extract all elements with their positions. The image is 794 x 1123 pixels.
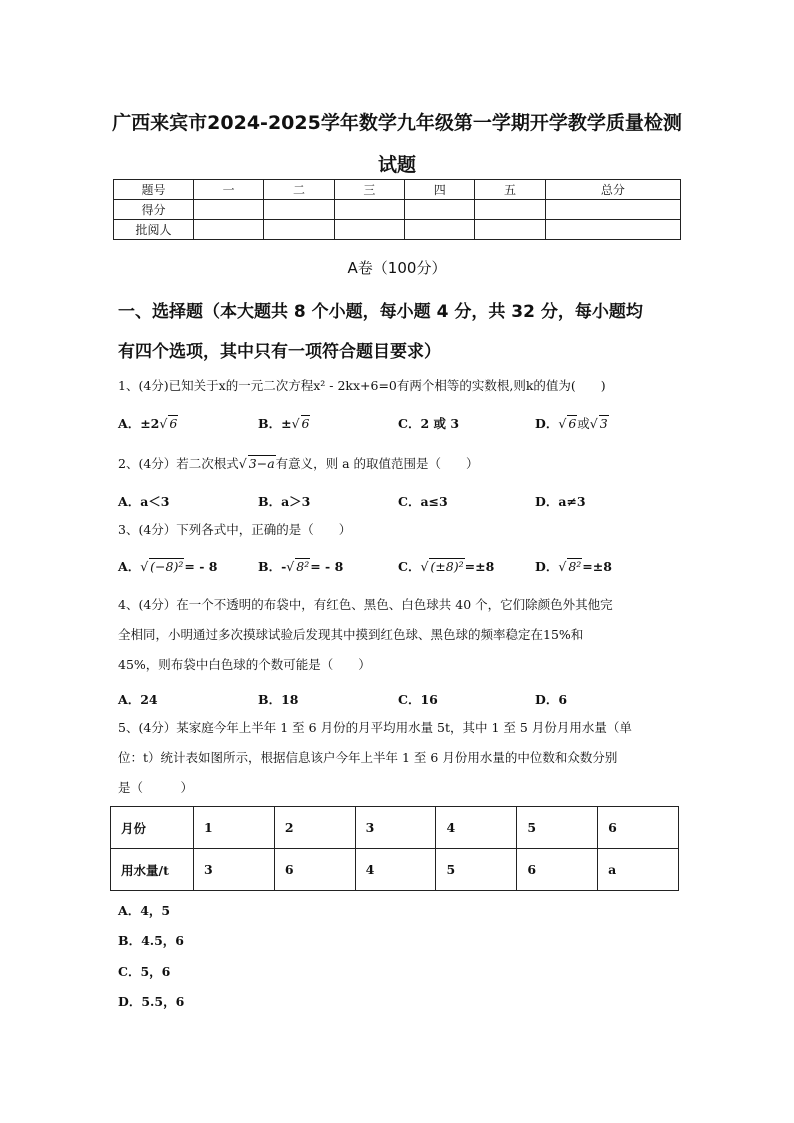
question-1-option-b bbox=[258, 414, 310, 432]
radicand: 6 bbox=[568, 416, 577, 431]
question-1-stem: 1、(4分)已知关于x的一元二次方程x² - 2kx+6=0有两个相等的实数根,则k的值为( ) bbox=[118, 378, 606, 393]
stem-text: 2、(4分）若二次根式 bbox=[118, 456, 239, 471]
radical-sign: √ bbox=[589, 416, 598, 431]
radical-sign: √ bbox=[238, 456, 247, 471]
radicand: (±8)² bbox=[430, 559, 464, 574]
radicand: 3−a bbox=[248, 456, 275, 471]
question-5-option-d: D．5.5，6 bbox=[118, 994, 185, 1009]
score-cell bbox=[545, 220, 680, 240]
water-table-cell: 6 bbox=[598, 807, 679, 849]
question-2-option-b: B．a＞3 bbox=[258, 494, 311, 509]
water-table-cell: 月份 bbox=[111, 807, 194, 849]
question-4-stem: 4、(4分）在一个不透明的布袋中，有红色、黑色、白色球共 40 个，它们除颜色外其他完 bbox=[118, 597, 613, 612]
score-table-row bbox=[114, 200, 681, 220]
option-letter: C． bbox=[398, 416, 421, 431]
score-header-cell: 二 bbox=[264, 180, 334, 200]
question-3-option-b bbox=[258, 557, 343, 575]
question-2-option-a: A．a＜3 bbox=[118, 494, 170, 509]
radicand: 6 bbox=[301, 416, 310, 431]
exam-title: 广西来宾市2024-2025学年数学九年级第一学期开学教学质量检测 bbox=[112, 112, 682, 134]
water-table-cell: 2 bbox=[274, 807, 355, 849]
question-2-option-d: D．a≠3 bbox=[535, 494, 586, 509]
question-5-stem-continued: 是（ ） bbox=[118, 780, 194, 795]
score-header-cell: 五 bbox=[475, 180, 545, 200]
water-table-cell: a bbox=[598, 849, 679, 891]
question-4-stem-continued: 45%，则布袋中白色球的个数可能是（ ） bbox=[118, 657, 371, 672]
water-table-cell: 4 bbox=[355, 849, 436, 891]
radicand: 8² bbox=[568, 559, 582, 574]
radicand: 8² bbox=[296, 559, 310, 574]
score-table-header-row bbox=[114, 180, 681, 200]
score-header-cell: 三 bbox=[334, 180, 404, 200]
section-heading: 一、选择题（本大题共 8 个小题，每小题 4 分，共 32 分，每小题均 bbox=[118, 302, 643, 322]
option-text: - bbox=[281, 559, 287, 574]
score-table-row bbox=[114, 220, 681, 240]
water-table-cell: 3 bbox=[194, 849, 275, 891]
radicand: (−8)² bbox=[150, 559, 184, 574]
score-cell bbox=[194, 200, 264, 220]
option-letter: C． bbox=[398, 559, 421, 574]
water-table-cell: 3 bbox=[355, 807, 436, 849]
score-row-label: 得分 bbox=[114, 200, 194, 220]
question-5-option-a: A．4，5 bbox=[118, 903, 171, 918]
score-header-cell: 一 bbox=[194, 180, 264, 200]
score-cell bbox=[334, 200, 404, 220]
radical-sign: √ bbox=[420, 559, 429, 574]
option-letter: D． bbox=[535, 559, 559, 574]
option-text: =±8 bbox=[464, 559, 495, 574]
stem-text: 有意义，则 a 的取值范围是（ ） bbox=[275, 456, 479, 471]
score-cell bbox=[264, 200, 334, 220]
water-table-cell: 4 bbox=[436, 807, 517, 849]
option-text: = - 8 bbox=[310, 559, 344, 574]
radical-sign: √ bbox=[159, 416, 168, 431]
score-cell bbox=[545, 200, 680, 220]
question-1-option-a bbox=[118, 414, 178, 432]
question-4-option-c: C．16 bbox=[398, 692, 438, 707]
question-5-stem-continued: 位：t）统计表如图所示，根据信息该户今年上半年 1 至 6 月份用水量的中位数和众数分别 bbox=[118, 750, 618, 765]
question-4-option-d: D．6 bbox=[535, 692, 568, 707]
option-text: = - 8 bbox=[184, 559, 218, 574]
water-table-cell: 5 bbox=[517, 807, 598, 849]
radicand: 6 bbox=[169, 416, 178, 431]
option-text: ±2 bbox=[140, 416, 160, 431]
score-cell bbox=[334, 220, 404, 240]
option-letter: A． bbox=[118, 559, 141, 574]
radicand: 3 bbox=[599, 416, 608, 431]
water-usage-table bbox=[110, 806, 679, 891]
question-5-option-c: C．5，6 bbox=[118, 964, 171, 979]
water-table-cell: 用水量/t bbox=[111, 849, 194, 891]
question-3-stem: 3、(4分）下列各式中，正确的是（ ） bbox=[118, 522, 352, 537]
question-5-stem: 5、(4分）某家庭今年上半年 1 至 6 月份的月平均用水量 5t，其中 1 至 5 月份月用水量（单 bbox=[118, 720, 632, 735]
water-table-cell: 6 bbox=[517, 849, 598, 891]
section-heading-continued: 有四个选项，其中只有一项符合题目要求） bbox=[118, 342, 441, 362]
radical-sign: √ bbox=[291, 416, 300, 431]
question-4-option-a: A．24 bbox=[118, 692, 158, 707]
score-row-label: 批阅人 bbox=[114, 220, 194, 240]
question-4-stem-continued: 全相同，小明通过多次摸球试验后发现其中摸到红色球、黑色球的频率稳定在15%和 bbox=[118, 627, 584, 642]
option-text: 2 或 3 bbox=[420, 416, 460, 431]
option-letter: D． bbox=[535, 416, 559, 431]
question-4-option-b: B．18 bbox=[258, 692, 299, 707]
score-header-cell: 题号 bbox=[114, 180, 194, 200]
option-letter: B． bbox=[258, 416, 282, 431]
radical-sign: √ bbox=[140, 559, 149, 574]
score-cell bbox=[475, 200, 545, 220]
water-table-cell: 1 bbox=[194, 807, 275, 849]
option-text: 或 bbox=[577, 416, 590, 431]
score-cell bbox=[264, 220, 334, 240]
radical-sign: √ bbox=[558, 559, 567, 574]
water-table-cell: 5 bbox=[436, 849, 517, 891]
radical-sign: √ bbox=[286, 559, 295, 574]
score-header-cell: 四 bbox=[405, 180, 475, 200]
water-table-cell: 6 bbox=[274, 849, 355, 891]
exam-title-continued: 试题 bbox=[377, 154, 416, 176]
option-letter: B． bbox=[258, 559, 282, 574]
option-text: ± bbox=[281, 416, 292, 431]
question-2-option-c: C．a≤3 bbox=[398, 494, 448, 509]
option-letter: A． bbox=[118, 416, 141, 431]
score-header-cell: 总分 bbox=[545, 180, 680, 200]
water-table-row-month bbox=[111, 807, 679, 849]
question-3-option-a bbox=[118, 557, 217, 575]
question-3-option-c bbox=[398, 557, 494, 575]
score-table bbox=[113, 179, 681, 240]
paper-a-heading: A卷（100分） bbox=[347, 259, 447, 277]
score-cell bbox=[405, 220, 475, 240]
radical-sign: √ bbox=[558, 416, 567, 431]
question-1-option-d bbox=[535, 414, 609, 432]
question-5-option-b: B．4.5，6 bbox=[118, 933, 185, 948]
question-3-option-d bbox=[535, 557, 612, 575]
option-text: =±8 bbox=[582, 559, 612, 574]
question-1-option-c bbox=[398, 414, 459, 432]
water-table-row-usage bbox=[111, 849, 679, 891]
score-cell bbox=[475, 220, 545, 240]
score-cell bbox=[194, 220, 264, 240]
score-cell bbox=[405, 200, 475, 220]
question-2-stem bbox=[118, 455, 479, 472]
